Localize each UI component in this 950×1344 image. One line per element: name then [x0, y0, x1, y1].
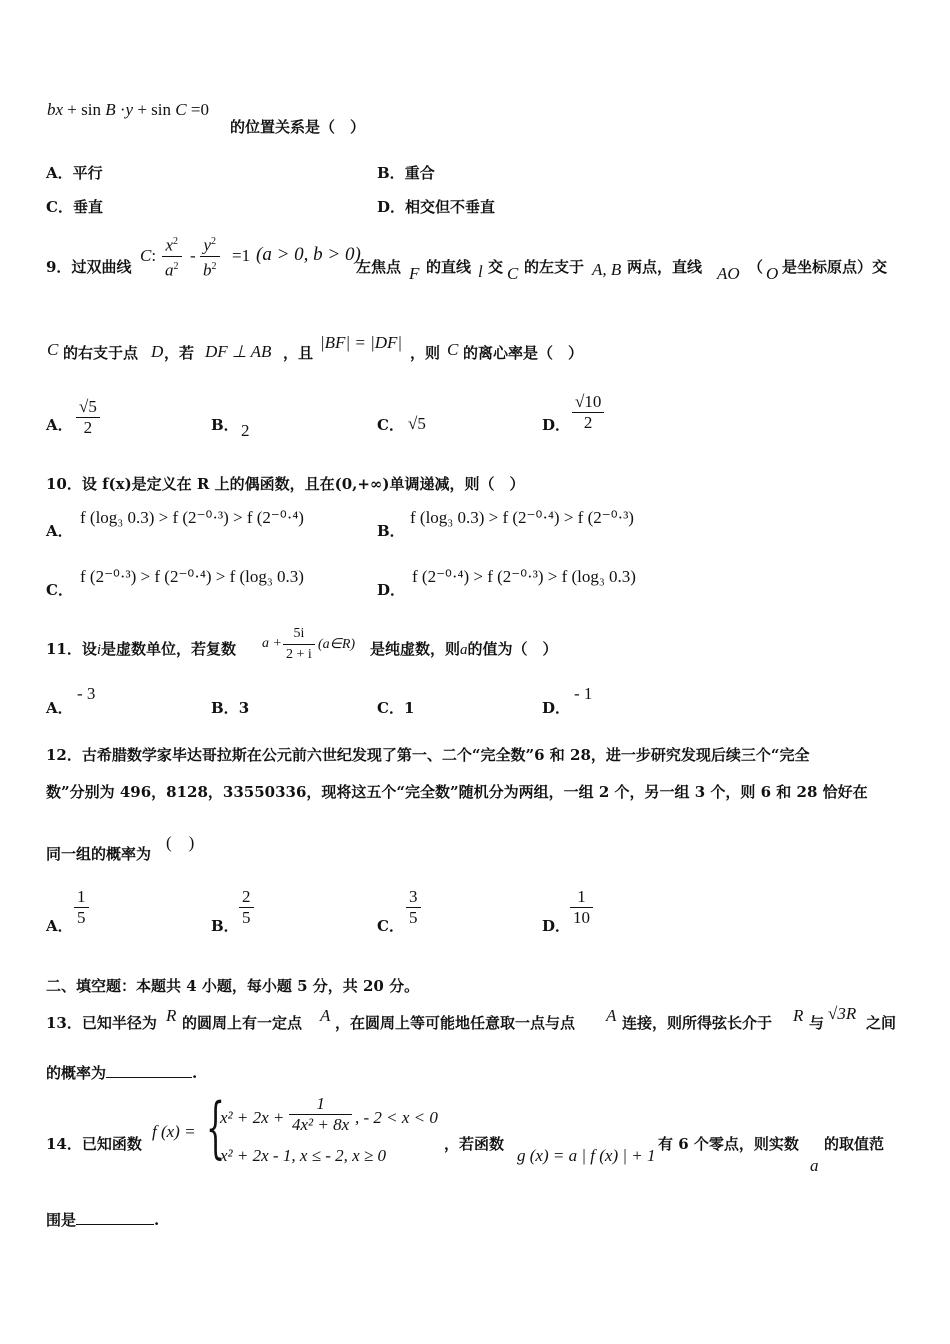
q14-text-2: ，若函数: [444, 1135, 505, 1153]
q9-l2-text-1: 的右支于点: [63, 344, 139, 362]
q8-text: 的位置关系是（ ）: [230, 118, 366, 136]
q8-option-c: C．垂直: [46, 198, 103, 216]
q9-text-6: （: [748, 258, 764, 276]
q13-A2: A: [606, 1006, 617, 1025]
q8-option-b: B．重合: [377, 164, 435, 182]
q9-minus: -: [190, 246, 196, 265]
q9-option-d-label: D．: [542, 416, 571, 434]
q12-option-a-value: $\frac{1}{5}$: [74, 887, 89, 928]
q13-text-2: 的圆周上有一定点: [182, 1014, 303, 1032]
q12-option-d-label: D．: [542, 917, 571, 935]
q9-l2-text-3: ，且: [283, 344, 314, 362]
q9-equals: =1: [232, 246, 251, 265]
q12-line-3: 同一组的概率为: [46, 845, 152, 863]
q10-option-d-label: D．: [377, 581, 406, 599]
q11-option-a-label: A．: [46, 699, 73, 717]
q9-text-2: 的直线: [426, 258, 472, 276]
q11-a-plus: a +: [262, 636, 282, 651]
q14-brace: {: [206, 1089, 225, 1166]
q13-text-6: 之间: [866, 1014, 897, 1032]
q9-O: O: [766, 264, 779, 283]
q13-sqrt3R: √3R: [828, 1004, 857, 1023]
q9-condition: (a > 0, b > 0): [256, 244, 361, 265]
q14-line-2: 围是 .: [46, 1211, 160, 1229]
q11-text-2: 是纯虚数，则a的值为（ ）: [370, 640, 558, 658]
q9-C1: C: [507, 264, 519, 283]
q8-expression: bx + sin B ·y + sin C =0: [47, 100, 209, 119]
q13-text-4: 连接，则所得弦长介于: [622, 1014, 773, 1032]
q9-option-b-label: B．: [211, 416, 239, 434]
q9-l2-text-5: 的离心率是（ ）: [463, 344, 584, 362]
q12-option-c-value: $\frac{3}{5}$: [406, 887, 421, 928]
q9-D: D: [151, 342, 164, 361]
q12-line-1: 12．古希腊数学家毕达哥拉斯在公元前六世纪发现了第一、二个“完全数”6 和 28，进一步研究发现后续三个“完全: [46, 746, 810, 764]
q9-l2-text-4: ，则: [410, 344, 441, 362]
q9-AO: AO: [717, 264, 740, 283]
q8-option-a: A．平行: [46, 164, 103, 182]
q12-paren: ( ): [166, 833, 195, 852]
q11-option-a-value: - 3: [77, 684, 96, 703]
q14-case-1a: x² + 2x +: [220, 1108, 285, 1127]
q9-abs-equality: |BF| = |DF|: [320, 333, 403, 352]
q11-option-c: C．1: [377, 699, 415, 717]
q12-option-c-label: C．: [377, 917, 404, 935]
q13-text-5: 与: [809, 1014, 825, 1032]
q14-text-3: 有 6 个零点，则实数: [658, 1135, 799, 1153]
q11-condition: (a∈R): [318, 637, 356, 652]
q11-fraction: $\frac{5i}{2 + i}$: [283, 624, 315, 665]
q14-case-1-fraction: $\frac{1}{\text{4x² + 8x}}$: [289, 1094, 352, 1135]
q11-text-1: 11．设i是虚数单位，若复数: [46, 640, 237, 658]
q13-R: R: [166, 1006, 177, 1025]
q13-text-3: ，在圆周上等可能地任意取一点与点: [335, 1014, 576, 1032]
q9-l: l: [478, 262, 483, 281]
q9-option-c-label: C．: [377, 416, 404, 434]
q10-option-b-expr: f (log₃ 0.3) > f (2⁻⁰·⁴) > f (2⁻⁰·³): [410, 508, 634, 527]
q9-text-1: 左焦点: [356, 258, 402, 276]
q14-case-1b: , - 2 < x < 0: [355, 1108, 438, 1127]
q12-option-a-label: A．: [46, 917, 73, 935]
q9-text-3: 交: [488, 258, 504, 276]
q9-option-c-value: √5: [408, 414, 426, 433]
q13-line-2: 的概率为 .: [46, 1064, 198, 1082]
q14-gx: g (x) = a | f (x) | + 1: [517, 1146, 656, 1165]
q14-text-1: 14．已知函数: [46, 1135, 142, 1153]
q14-text-4: 的取值范: [824, 1135, 885, 1153]
q12-option-b-label: B．: [211, 917, 239, 935]
q9-text-4: 的左支于: [524, 258, 585, 276]
q9-option-a-value: $\frac{√5}{2}$: [76, 397, 100, 438]
q14-a: a: [810, 1156, 819, 1175]
q9-text-7: 是坐标原点）交: [782, 258, 888, 276]
q14-case-2: x² + 2x - 1, x ≤ - 2, x ≥ 0: [220, 1146, 386, 1165]
q14-answer-blank[interactable]: [76, 1210, 154, 1225]
q12-option-b-value: $\frac{2}{5}$: [239, 887, 254, 928]
q9-number: 9．过双曲线: [46, 258, 132, 276]
q10-text: 10．设 f(x)是定义在 R 上的偶函数，且在(0,+∞)单调递减，则（ ）: [46, 475, 525, 493]
q10-option-c-expr: f (2⁻⁰·³) > f (2⁻⁰·⁴) > f (log₃ 0.3): [80, 567, 304, 586]
q9-l2-text-2: ，若: [164, 344, 195, 362]
q10-option-b-label: B．: [377, 522, 405, 540]
q9-option-b-value: 2: [241, 421, 250, 440]
q9-l2-C: C: [47, 340, 59, 359]
q12-option-d-value: $\frac{1}{10}$: [570, 887, 593, 928]
q9-AB: A, B: [592, 260, 622, 279]
q10-option-c-label: C．: [46, 581, 73, 599]
q11-option-d-value: - 1: [574, 684, 593, 703]
q11-option-d-label: D．: [542, 699, 571, 717]
q13-answer-blank[interactable]: [106, 1063, 192, 1078]
q13-text-1: 13．已知半径为: [46, 1014, 157, 1032]
q9-option-d-value: $\frac{√10}{2}$: [572, 392, 604, 433]
q13-R2: R: [793, 1006, 804, 1025]
q13-A: A: [320, 1006, 331, 1025]
q9-option-a-label: A．: [46, 416, 73, 434]
q9-fraction-y: $\frac{y^2}{b^2}$: [200, 232, 220, 280]
q10-option-a-expr: f (log₃ 0.3) > f (2⁻⁰·³) > f (2⁻⁰·⁴): [80, 508, 304, 527]
section-2-heading: 二、填空题：本题共 4 小题，每小题 5 分，共 20 分。: [46, 977, 420, 995]
q9-F: F: [409, 264, 420, 283]
q12-line-2: 数”分别为 496，8128，33550336，现将这五个“完全数”随机分为两组，一组 2 个，另一组 3 个，则 6 和 28 恰好在: [46, 783, 868, 801]
q9-text-5: 两点，直线: [627, 258, 703, 276]
q9-curve-name: C:: [140, 246, 157, 265]
q11-option-b: B．3: [211, 699, 250, 717]
q10-option-d-expr: f (2⁻⁰·⁴) > f (2⁻⁰·³) > f (log₃ 0.3): [412, 567, 636, 586]
q14-fx: f (x) =: [152, 1122, 196, 1141]
q9-perp: DF ⊥ AB: [205, 342, 272, 361]
q9-C2: C: [447, 340, 459, 359]
q10-option-a-label: A．: [46, 522, 73, 540]
q9-fraction-x: $\frac{x^2}{a^2}$: [162, 232, 182, 280]
q8-option-d: D．相交但不垂直: [377, 198, 496, 216]
